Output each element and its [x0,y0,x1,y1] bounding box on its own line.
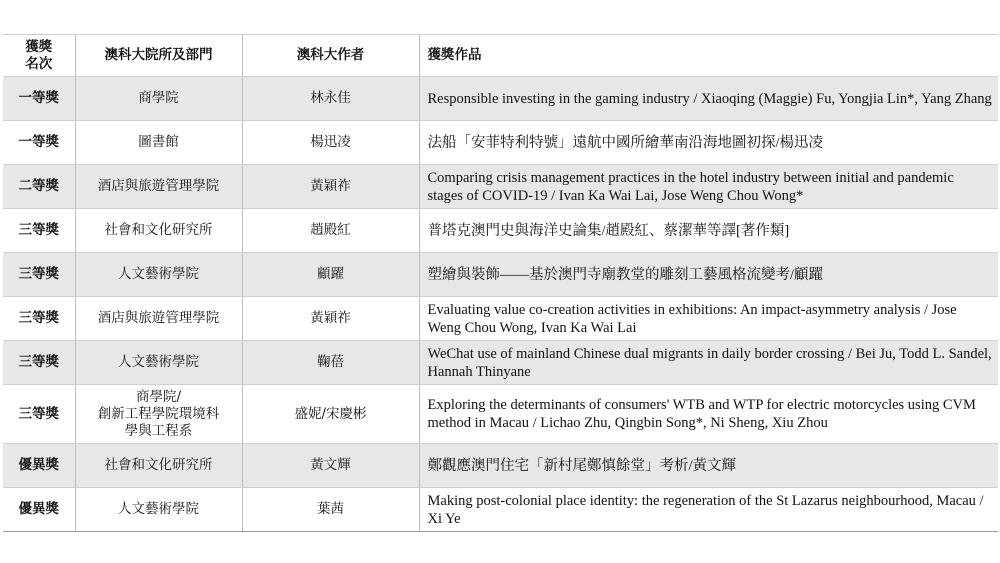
header-work: 獲獎作品 [419,35,998,77]
cell-dept-line: 商學院/ [135,388,182,405]
cell-work: Comparing crisis management practices in the hotel industry between initial and pandemic stages of COVID-19 / Ivan Ka Wai Lai, Jose Weng Chou Wong* [419,165,998,209]
cell-work: Responsible investing in the gaming industry / Xiaoqing (Maggie) Fu, Yongjia Lin*, Yang Zhang [419,77,998,121]
cell-work: 法船「安菲特利特號」遠航中國所繪華南沿海地圖初探/楊迅凌 [419,121,998,165]
header-author: 澳科大作者 [242,35,419,77]
header-rank-line1: 獲獎 [25,38,53,55]
table-header-row [3,35,998,77]
table-row [3,209,998,253]
cell-dept: 圖書館 [75,121,242,165]
cell-rank: 一等獎 [3,121,75,165]
cell-dept-line: 學與工程系 [124,422,193,439]
table-row [3,253,998,297]
cell-author: 趙殿紅 [242,209,419,253]
cell-rank: 三等獎 [3,297,75,341]
cell-author: 黃穎祚 [242,297,419,341]
table-row [3,297,998,341]
cell-rank: 三等獎 [3,341,75,385]
cell-dept: 酒店與旅遊管理學院 [75,297,242,341]
cell-rank: 優異獎 [3,488,75,532]
cell-dept: 酒店與旅遊管理學院 [75,165,242,209]
cell-rank: 三等獎 [3,253,75,297]
header-dept: 澳科大院所及部門 [75,35,242,77]
cell-work: Making post-colonial place identity: the regeneration of the St Lazarus neighbourhood, Macau / Xi Ye [419,488,998,532]
cell-rank: 三等獎 [3,385,75,444]
cell-rank: 一等獎 [3,77,75,121]
cell-work: 普塔克澳門史與海洋史論集/趙殿紅、蔡潔華等譯[著作類] [419,209,998,253]
table-row [3,341,998,385]
cell-rank: 優異獎 [3,444,75,488]
cell-work: Exploring the determinants of consumers' WTB and WTP for electric motorcycles using CVM method in Macau / Lichao Zhu, Qingbin Song*, Ni Sheng, Xiu Zhou [419,385,998,444]
cell-dept: 社會和文化研究所 [75,209,242,253]
cell-work: WeChat use of mainland Chinese dual migrants in daily border crossing / Bei Ju, Todd L. Sandel, Hannah Thinyane [419,341,998,385]
cell-rank: 三等獎 [3,209,75,253]
table-row [3,488,998,532]
table-row [3,385,998,444]
cell-work: 鄭觀應澳門住宅「新村尾鄭慎餘堂」考析/黃文輝 [419,444,998,488]
cell-work: Evaluating value co-creation activities in exhibitions: An impact-asymmetry analysis / Jose Weng Chou Wong, Ivan Ka Wai Lai [419,297,998,341]
cell-dept: 商學院 [75,77,242,121]
header-rank-line2: 名次 [25,55,53,72]
awards-table [3,34,998,532]
cell-author: 黃穎祚 [242,165,419,209]
cell-dept: 人文藝術學院 [75,253,242,297]
cell-author: 鞠蓓 [242,341,419,385]
cell-work: 塑繪與裝飾——基於澳門寺廟教堂的雕刻工藝風格流變考/顧躍 [419,253,998,297]
cell-dept-line: 創新工程學院環境科 [97,405,220,422]
cell-author: 楊迅凌 [242,121,419,165]
cell-author: 葉茜 [242,488,419,532]
table-row [3,121,998,165]
cell-author: 顧躍 [242,253,419,297]
cell-author: 盛妮/宋慶彬 [242,385,419,444]
cell-author: 黃文輝 [242,444,419,488]
cell-dept: 人文藝術學院 [75,488,242,532]
cell-dept [75,385,242,444]
table-row [3,444,998,488]
table-row [3,165,998,209]
cell-author: 林永佳 [242,77,419,121]
cell-rank: 二等獎 [3,165,75,209]
cell-dept: 人文藝術學院 [75,341,242,385]
header-rank [3,35,75,77]
table-row [3,77,998,121]
cell-dept: 社會和文化研究所 [75,444,242,488]
